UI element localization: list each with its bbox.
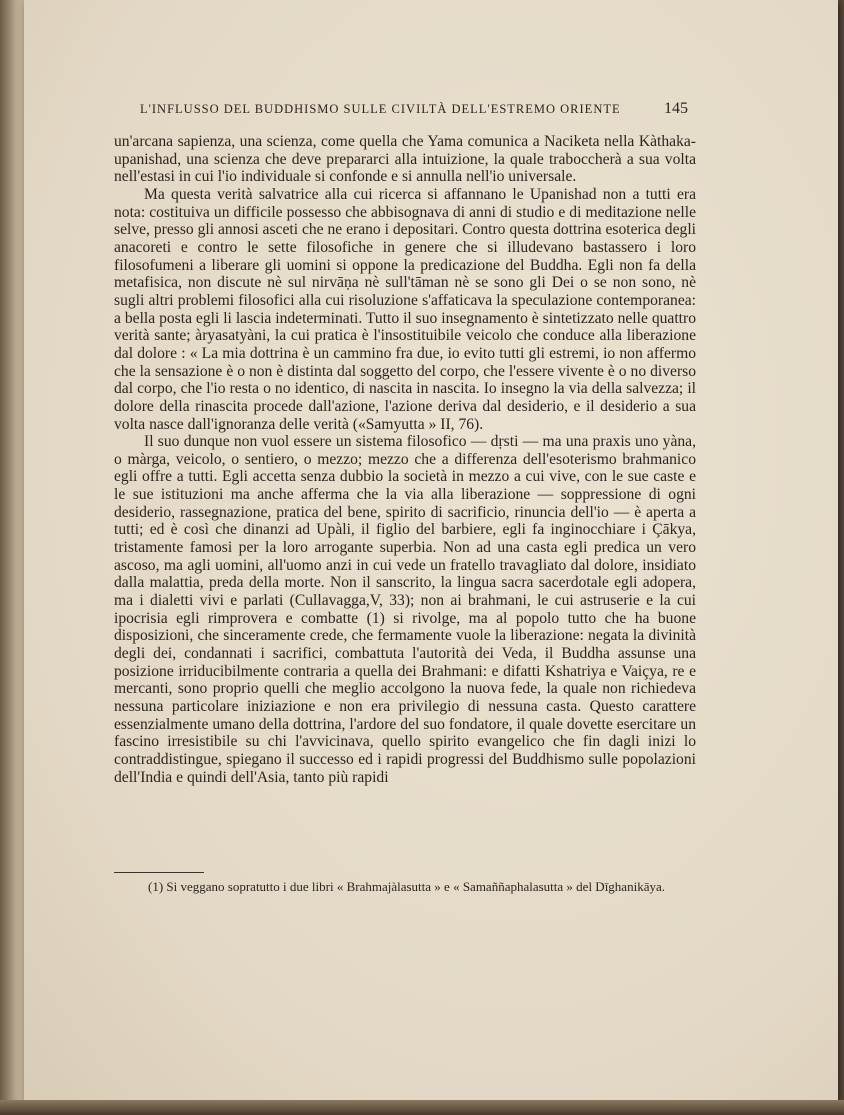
paragraph: Il suo dunque non vuol essere un sistema filosofico — dṛsti — ma una praxis uno yàna, o màrga, veicolo, o sentiero, o mezzo; mezzo che a differenza dell'esoterismo brahmanico egli offre a tutti. Egli accetta senza dubbio la società in mezzo a cui vive, con le sue caste e le sue istituzioni ma anche afferma che la via alla liberazione — soppressione di ogni desiderio, rassegnazione, pratica del bene, spirito di sacrificio, rinuncia dell'io — è aperta a tutti; ed è così che dinanzi ad Upàli, il figlio del barbiere, egli fa inginocchiare i Çākya, tristamente famosi per la loro arrogante superbia. Non ad una casta egli predica un vero ascoso, ma agli uomini, all'uomo anzi in cui vede un fratello travagliato dal dolore, insidiato dalla malattia, preda della morte. Non il sanscrito, la lingua sacra sacerdotale egli adopera, ma i dialetti vivi e parlati (Cullavagga,V, 33); non ai brahmani, le cui astruserie e la cui ipocrisia egli rimprovera e combatte (1) si rivolge, ma al popolo tutto che ha buone disposizioni, che sinceramente crede, che fermamente vuole la liberazione: negata la divinità degli dei, condannati i sacrifici, combattuta l'autorità dei Veda, il Buddha assunse una posizione irriducibilmente contraria a quella dei Brahmani: e difatti Kshatriya e Vaiçya, re e mercanti, sono proprio quelli che meglio accolgono la nuova fede, la quale non richiedeva nessuna particolare iniziazione e non era privilegio di nessuna casta. Questo carattere essenzialmente umano della dottrina, l'ardore del suo fondatore, il quale dovette esercitare un fascino irresistibile su chi l'avvicinava, quello spirito evangelico che fin dagli inizi lo contraddistingue, spiegano il successo ed i rapidi progressi del Buddhismo sulle popolazioni dell'India e quindi dell'Asia, tanto più rapidi (114, 433, 696, 786)
page-number: 145 (664, 100, 688, 117)
paragraph: Ma questa verità salvatrice alla cui ricerca si affannano le Upanishad non a tutti era nota: costituiva un difficile possesso che abbisognava di anni di studio e di meditazione nelle selve, presso gli annosi asceti che ne erano i depositari. Contro questa dottrina esoterica degli anacoreti e contro le sette filosofiche in genere che si illudevano bastassero i loro filosofumeni a liberare gli uomini si oppone la predicazione del Buddha. Egli non fa della metafisica, non discute nè sul nirvāṇa nè sull'tāman nè se sono gli Dei o se non sono, nè sugli altri problemi filosofici alla cui risoluzione s'affaticava la speculazione contemporanea: a bella posta egli li lascia indeterminati. Tutto il suo insegnamento è sintetizzato nelle quattro verità sante; àryasatyàni, la cui pratica è l'insostituibile veicolo che conduce alla liberazione dal dolore : « La mia dottrina è un cammino fra due, io evito tutti gli estremi, io non affermo che la sensazione è o non è distinta dal soggetto del corpo, che l'essere vivente è o no diverso dal corpo, che l'io resta o no identico, di nascita in nascita. Io insegno la via della salvezza; il dolore della rinascita procede dall'azione, l'azione deriva dal desiderio, e il desiderio a sua volta nasce dall'ignoranza delle verità («Samyutta » II, 76). (114, 185, 696, 433)
page-bottom-edge (0, 1100, 844, 1115)
footnote-rule (114, 872, 204, 873)
footnote-text: (1) Si veggano sopratutto i due libri « Brahmajàlasutta » e « Samaññaphalasutta » del Dīghanikāya. (148, 879, 665, 894)
footnote (118, 879, 696, 894)
body-text (114, 133, 696, 786)
paragraph: un'arcana sapienza, una scienza, come quella che Yama comunica a Naciketa nella Kàthaka-upanishad, una scienza che deve prepararci alla intuizione, la quale traboccherà a sua volta nell'estasi in cui l'io individuale si confonde e si annulla nell'io universale. (114, 133, 696, 186)
page-header (140, 100, 688, 118)
running-head: L'INFLUSSO DEL BUDDHISMO SULLE CIVILTÀ DELL'ESTREMO ORIENTE (140, 102, 621, 116)
